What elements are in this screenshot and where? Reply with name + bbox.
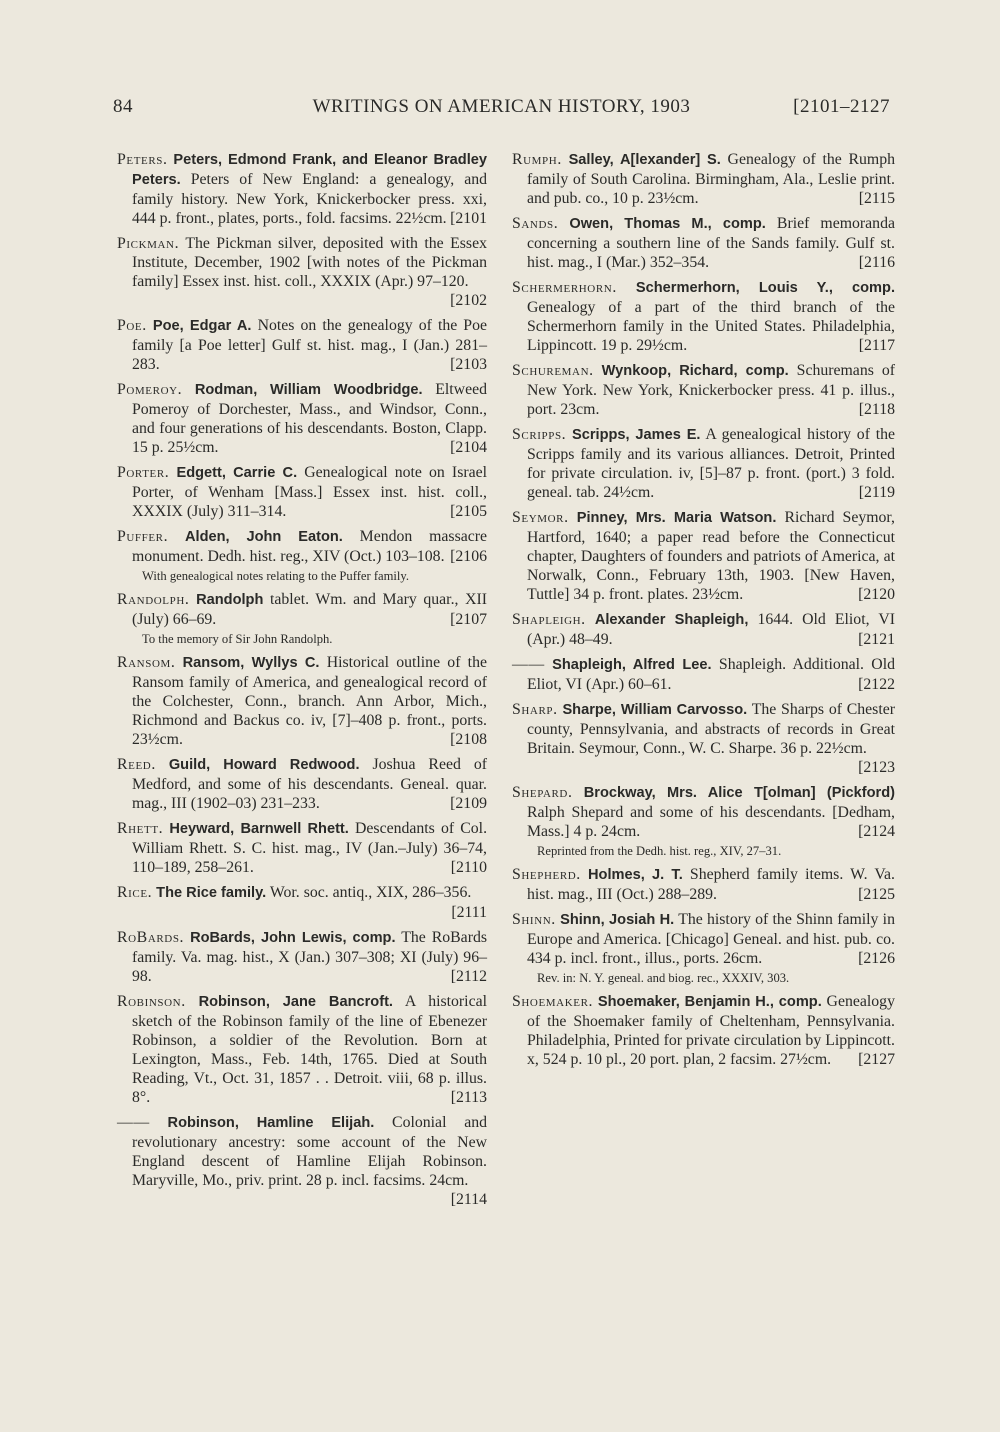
entry-number: [2111 [451,904,487,921]
bibliography-entry [117,883,487,922]
entry-subject: Scripps. [512,426,567,443]
entry-note: To the memory of Sir John Randolph. [142,632,333,646]
entry-number: [2110 [450,859,487,876]
entry-subject: Rice. [117,884,153,901]
entry-range: [2101–2127 [793,96,890,117]
entry-text: Schuremans of New York. New York, Knickerbocker press. 41 p. illus., port. 23cm. [527,362,896,418]
entry-number: [2118 [858,401,895,418]
entry-author: The Rice family. [156,885,267,901]
bibliography-entry [512,150,895,208]
entry-author: Alexander Shapleigh, [594,612,749,628]
entry-author: Sharpe, William Carvosso. [562,702,748,718]
entry-number: [2125 [858,886,895,903]
entry-text: The history of the Shinn family in Europe and America. [Chicago] Geneal. and hist. pub. co. 434 p. incl. front., illus., ports. 26cm. [527,911,895,967]
entry-number: [2109 [450,795,487,812]
entry-subject: Puffer. [117,528,169,545]
entry-subject: Sands. [512,215,559,232]
entry-subject: Shoemaker. [512,993,594,1010]
entry-author: Shinn, Josiah H. [560,912,675,928]
entry-text: Richard Seymor, Hartford, 1640; a paper read before the Connecticut chapter, Daughters of founders and patriots of America, at Norwalk, Conn., February 13th, 1903. [New Haven, Tuttle] 34 p. front. plates. 23½cm. [527,509,895,603]
entry-number: [2105 [450,503,487,520]
entry-subject: Schermerhorn. [512,279,617,296]
entry-author: RoBards, John Lewis, comp. [190,930,396,946]
entry-author: Heyward, Barnwell Rhett. [169,821,349,837]
bibliography-entry [117,928,487,986]
bibliography-entry [117,992,487,1107]
entry-subject: —— [512,656,545,673]
entry-subject: Shapleigh. [512,611,586,628]
entry-number: [2102 [450,292,487,309]
entry-author: Edgett, Carrie C. [176,465,298,481]
entry-text: The Sharps of Chester county, Pennsylvania, and abstracts of records in Great Britain. Seymour, Conn., W. C. Sharpe. 36 p. 22½cm. [527,701,895,757]
entry-subject: Rhett. [117,820,164,837]
entry-number: [2119 [858,484,895,501]
bibliography-entry [512,655,895,694]
entry-subject: Shepherd. [512,866,581,883]
entry-text: The RoBards family. Va. mag. hist., X (Jan.) 307–308; XI (July) 96–98. [132,929,487,985]
entry-text: Genealogy of the Shoemaker family of Cheltenham, Pennsylvania. Philadelphia, Printed for private circulation by Lippincott. x, 524 p. 10 pl., 20 port. plan, 2 facsim. 27½cm. [527,993,895,1068]
bibliography-entry [512,361,895,419]
entry-text: Notes on the genealogy of the Poe family [a Poe letter] Gulf st. hist. mag., I (Jan.) 281–283. [132,317,488,373]
entry-subject: Rumph. [512,151,562,168]
entry-number: [2101 [450,210,487,227]
entry-author: Peters, Edmond Frank, and Eleanor Bradley Peters. [132,152,487,188]
bibliography-entry [117,316,487,374]
entry-subject: Pickman. [117,235,180,252]
entry-number: [2104 [450,439,487,456]
entry-subject: Seymor. [512,509,569,526]
bibliography-entry [117,380,487,457]
entry-text: Brief memoranda concerning a southern line of the Sands family. Gulf st. hist. mag., I (Mar.) 352–354. [527,215,895,271]
entry-note: With genealogical notes relating to the Puffer family. [142,569,410,583]
entry-text: Shepherd family items. W. Va. hist. mag., III (Oct.) 288–289. [527,866,895,903]
entry-author: Ransom, Wyllys C. [182,655,320,671]
right-column [512,150,895,1075]
left-column [117,150,487,1215]
entry-text: Shapleigh. Additional. Old Eliot, VI (Apr.) 60–61. [527,656,896,693]
entry-subject: Robinson. [117,993,186,1010]
entry-text: Joshua Reed of Medford, and some of his descendants. Geneal. quar. mag., III (1902–03) 231–233. [132,756,487,812]
entry-subject: Porter. [117,464,170,481]
entry-text: Eltweed Pomeroy of Dorchester, Mass., and Windsor, Conn., and four generations of his descendants. Boston, Clapp. 15 p. 25½cm. [132,381,488,456]
bibliography-entry [512,508,895,604]
entry-text: The Pickman silver, deposited with the Essex Institute, December, 1902 [with notes of the Pickman family] Essex inst. hist. coll., XXXIX (Apr.) 97–120. [132,235,487,290]
bibliography-entry [117,1113,487,1209]
entry-author: Brockway, Mrs. Alice T[olman] (Pickford) [583,785,895,801]
bibliography-entry [512,865,895,904]
entry-subject: —— [117,1114,150,1131]
entry-text: 1644. Old Eliot, VI (Apr.) 48–49. [527,611,895,648]
entry-subject: RoBards. [117,929,185,946]
running-header [113,96,890,122]
bibliography-entry [117,653,487,749]
entry-author: Owen, Thomas M., comp. [569,216,766,232]
bibliography-entry [117,755,487,813]
entry-text: Genealogy of a part of the third branch of the Schermerhorn family in the United States. Philadelphia, Lippincott. 19 p. 29½cm. [527,299,895,354]
entry-number: [2126 [858,950,895,967]
entry-text: Ralph Shepard and some of his descendants. [Dedham, Mass.] 4 p. 24cm. [527,804,895,840]
entry-subject: Poe. [117,317,147,334]
bibliography-entry [512,425,895,502]
bibliography-entry [512,278,895,355]
entry-number: [2106 [450,548,487,565]
entry-subject: Randolph. [117,591,190,608]
entry-number: [2103 [450,356,487,373]
entry-author: Robinson, Hamline Elijah. [167,1115,375,1131]
entry-subject: Peters. [117,151,168,168]
entry-subject: Schureman. [512,362,594,379]
entry-number: [2124 [858,823,895,840]
bibliography-entry [117,150,487,228]
bibliography-entry [512,992,895,1069]
bibliography-entry [512,214,895,272]
entry-number: [2113 [450,1089,487,1106]
entry-author: Wynkoop, Richard, comp. [601,363,789,379]
entry-number: [2117 [858,337,895,354]
running-title: WRITINGS ON AMERICAN HISTORY, 1903 [312,96,691,117]
entry-note: Reprinted from the Dedh. hist. reg., XIV, 27–31. [537,844,782,858]
entry-number: [2114 [450,1191,487,1208]
entry-author: Randolph [196,592,264,608]
entry-note: Rev. in: N. Y. geneal. and biog. rec., XXXIV, 303. [537,971,790,985]
entry-subject: Pomeroy. [117,381,183,398]
bibliography-entry [117,527,487,566]
entry-number: [2107 [450,611,487,628]
entry-author: Guild, Howard Redwood. [168,757,360,773]
entry-author: Shoemaker, Benjamin H., comp. [597,994,822,1010]
bibliography-entry [512,910,895,968]
entry-author: Poe, Edgar A. [152,318,252,334]
entry-text: Genealogical note on Israel Porter, of Wenham [Mass.] Essex inst. hist. coll., XXXIX (July) 311–314. [132,464,488,520]
entry-text: tablet. Wm. and Mary quar., XII (July) 66–69. [132,591,488,628]
bibliography-entry [117,590,487,629]
bibliography-entry [117,463,487,521]
entry-subject: Sharp. [512,701,558,718]
entry-number: [2115 [858,190,895,207]
bibliography-entry [512,700,895,777]
entry-subject: Ransom. [117,654,176,671]
entry-author: Robinson, Jane Bancroft. [198,994,393,1010]
entry-author: Salley, A[lexander] S. [568,152,721,168]
entry-author: Holmes, J. T. [588,867,683,883]
entry-text: Descendants of Col. William Rhett. S. C. hist. mag., IV (Jan.–July) 36–74, 110–189, 258–261. [132,820,488,876]
entry-text: Colonial and revolutionary ancestry: some account of the New England descent of Hamline Elijah Robinson. Maryville, Mo., priv. print. 28 p. incl. facsims. 24cm. [132,1114,487,1189]
entry-author: Rodman, William Woodbridge. [194,382,423,398]
entry-subject: Reed. [117,756,156,773]
entry-text: A historical sketch of the Robinson family of the line of Ebenezer Robinson, a soldier of the Revolution. Born at Lexington, Mass., Feb. 14th, 1765. Died at South Reading, Vt., Oct. 31, 1857 . . Detroit. viii, 68 p. illus. 8°. [132,993,487,1106]
entry-author: Pinney, Mrs. Maria Watson. [576,510,777,526]
bibliography-entry [117,234,487,310]
bibliography-entry [512,783,895,841]
entry-text: Genealogy of the Rumph family of South Carolina. Birmingham, Ala., Leslie print. and pub. co., 10 p. 23½cm. [527,151,895,207]
entry-number: [2127 [858,1051,895,1068]
entry-number: [2121 [858,631,895,648]
bibliography-entry [117,819,487,877]
entry-number: [2122 [858,676,895,693]
bibliography-entry [512,610,895,649]
entry-subject: Shinn. [512,911,556,928]
entry-subject: Shepard. [512,784,573,801]
entry-text: Mendon massacre monument. Dedh. hist. reg., XIV (Oct.) 103–108. [132,528,488,565]
entry-text: A genealogical history of the Scripps family and its various alliances. Detroit, Printed for private circulation. iv, [5]–87 p. front. (port.) 3 fold. geneal. tab. 24½cm. [527,426,895,501]
page-number: 84 [113,96,133,117]
entry-text: Wor. soc. antiq., XIX, 286–356. [269,884,472,901]
entry-author: Shapleigh, Alfred Lee. [552,657,712,673]
entry-number: [2120 [858,586,895,603]
entry-number: [2123 [858,759,895,776]
entry-number: [2112 [450,968,487,985]
entry-number: [2116 [858,254,895,271]
entry-text: Peters of New England: a genealogy, and family history. New York, Knickerbocker press. xxi, 444 p. front., plates, ports., fold. facsims. 22½cm. [132,171,488,227]
entry-number: [2108 [450,731,487,748]
entry-author: Schermerhorn, Louis Y., comp. [635,280,895,296]
entry-author: Alden, John Eaton. [184,529,343,545]
entry-text: Historical outline of the Ransom family of America, and genealogical record of the Colchester, Conn., branch. Ann Arbor, Mich., Richmond and Backus co. iv, [7]–408 p. front., ports. 23½cm. [132,654,487,748]
entry-author: Scripps, James E. [571,427,701,443]
